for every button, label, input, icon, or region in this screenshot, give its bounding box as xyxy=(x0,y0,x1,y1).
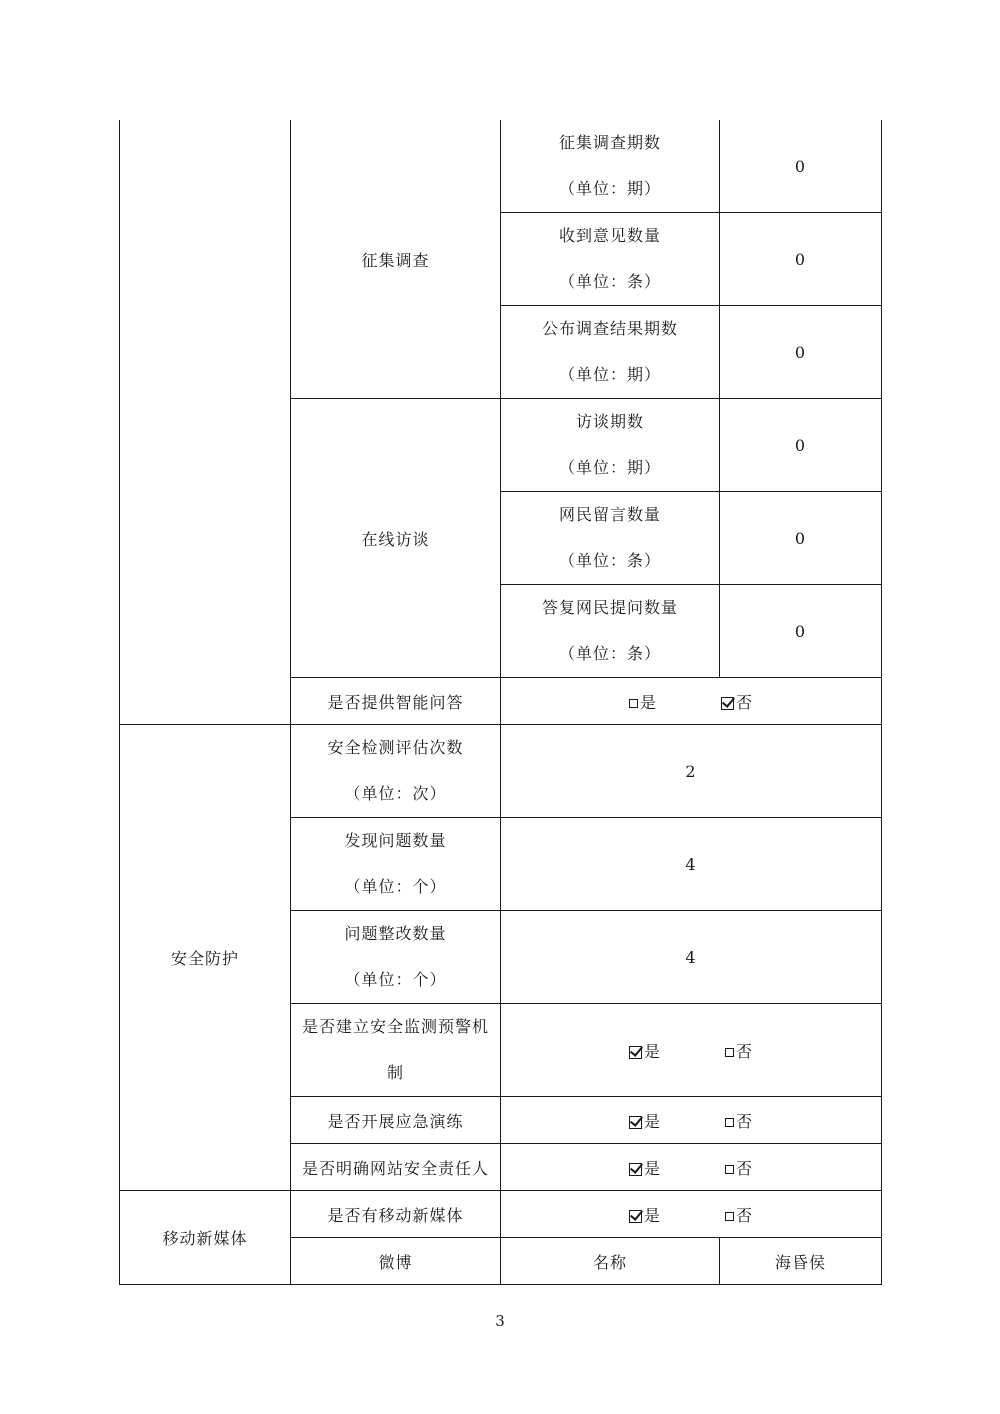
security-issues-value: 4 xyxy=(501,818,882,911)
checkbox-unchecked-icon xyxy=(629,699,638,708)
security-owner-options xyxy=(501,1144,882,1191)
media-name-value: 海昏侯 xyxy=(720,1238,882,1285)
smart-qa-yes-option: 是 xyxy=(629,690,657,713)
zhengji-periods-value: 0 xyxy=(720,120,882,213)
checkbox-unchecked-icon xyxy=(725,1118,734,1127)
owner-yes-option: 是 xyxy=(629,1156,661,1179)
section-zhengji: 征集调查 xyxy=(291,120,501,399)
checkbox-checked-icon xyxy=(629,1046,642,1059)
drill-no-option: 否 xyxy=(725,1109,753,1132)
fangtan-periods-value: 0 xyxy=(720,399,882,492)
owner-no-option: 否 xyxy=(725,1156,753,1179)
report-table xyxy=(119,120,882,1285)
smart-qa-options xyxy=(501,678,882,725)
drill-yes-option: 是 xyxy=(629,1109,661,1132)
media-yes-option: 是 xyxy=(629,1203,661,1226)
checkbox-unchecked-icon xyxy=(725,1165,734,1174)
checkbox-checked-icon xyxy=(629,1116,642,1129)
media-no-option: 否 xyxy=(725,1203,753,1226)
smart-qa-label: 是否提供智能问答 xyxy=(291,678,501,725)
zhengji-periods-label: 征集调查期数 （单位：期） xyxy=(501,120,720,213)
media-has-label: 是否有移动新媒体 xyxy=(291,1191,501,1238)
fangtan-messages-label: 网民留言数量 （单位：条） xyxy=(501,492,720,585)
media-platform-weibo: 微博 xyxy=(291,1238,501,1285)
security-issues-label: 发现问题数量 （单位：个） xyxy=(291,818,501,911)
checkbox-unchecked-icon xyxy=(725,1212,734,1221)
section-security: 安全防护 xyxy=(120,725,291,1191)
security-fixed-label: 问题整改数量 （单位：个） xyxy=(291,911,501,1004)
checkbox-checked-icon xyxy=(629,1210,642,1223)
page-number: 3 xyxy=(495,1312,505,1330)
section-cell-continued xyxy=(120,120,291,725)
security-checks-value: 2 xyxy=(501,725,882,818)
security-warning-options xyxy=(501,1004,882,1097)
security-drill-options xyxy=(501,1097,882,1144)
zhengji-opinions-label: 收到意见数量 （单位：条） xyxy=(501,213,720,306)
security-owner-label: 是否明确网站安全责任人 xyxy=(291,1144,501,1191)
warning-no-option: 否 xyxy=(725,1039,753,1062)
fangtan-periods-label: 访谈期数 （单位：期） xyxy=(501,399,720,492)
checkbox-checked-icon xyxy=(721,697,734,710)
security-drill-label: 是否开展应急演练 xyxy=(291,1097,501,1144)
smart-qa-no-option: 否 xyxy=(721,690,753,713)
fangtan-replies-value: 0 xyxy=(720,585,882,678)
warning-yes-option: 是 xyxy=(629,1039,661,1062)
media-name-label: 名称 xyxy=(501,1238,720,1285)
zhengji-results-label: 公布调查结果期数 （单位：期） xyxy=(501,306,720,399)
checkbox-unchecked-icon xyxy=(725,1048,734,1057)
fangtan-replies-label: 答复网民提问数量 （单位：条） xyxy=(501,585,720,678)
section-media: 移动新媒体 xyxy=(120,1191,291,1285)
zhengji-opinions-value: 0 xyxy=(720,213,882,306)
media-has-options xyxy=(501,1191,882,1238)
zhengji-results-value: 0 xyxy=(720,306,882,399)
section-fangtan: 在线访谈 xyxy=(291,399,501,678)
security-checks-label: 安全检测评估次数 （单位：次） xyxy=(291,725,501,818)
security-warning-label: 是否建立安全监测预警机 制 xyxy=(291,1004,501,1097)
security-fixed-value: 4 xyxy=(501,911,882,1004)
checkbox-checked-icon xyxy=(629,1163,642,1176)
fangtan-messages-value: 0 xyxy=(720,492,882,585)
